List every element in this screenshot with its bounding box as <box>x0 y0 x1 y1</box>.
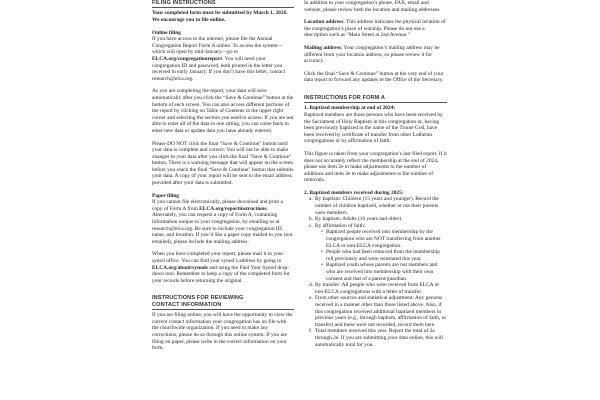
online-filing-paragraph <box>152 36 294 82</box>
synods-link[interactable]: ELCA.org/about/synods <box>152 264 208 271</box>
list-text: By transfer: All people who were received from ELCA or non-ELCA congregations with a letter of transfer. <box>315 282 440 295</box>
bullet-item: • People who had been removed from the membership roll previously and were reinstated this year. <box>321 249 447 262</box>
review-header-line2: CONTACT INFORMATION <box>152 301 222 308</box>
list-item <box>309 328 447 348</box>
congregation-report-link[interactable]: ELCA.org/congregationreport <box>152 55 223 62</box>
paper-filing-title: Paper filing <box>152 192 180 199</box>
autosave-paragraph: As you are completing the report, your data will save automatically after you click the “Save & Continue” button at the bottom of each screen. You can also access different portions of the report by clicking on Table of Contents in the upper right corner and selecting the section you need to access. If you are not able to enter all of the data in one sitting, you can come back to enter new data or update data you have already entered. <box>152 88 294 134</box>
paper-text-b: . Alternately, you can request a copy of Form A, containing information unique to your congregation, by emailing us at research@elca.org. Be sure to include your congregation ID, name, and location. If you’d like a paper copy mailed to you (not emailed), please include the mailing address. <box>152 205 293 245</box>
review-header-line1: INSTRUCTIONS FOR REVIEWING <box>152 295 244 302</box>
mailing-address-paragraph <box>304 45 447 65</box>
review-contact-paragraph: If you are filing online, you will have the opportunity to view the current contact information your congregation has on file with the churchwide organization. If you need to make any corrections, please do so through this online system. If you are filing on paper, please write in the correct information on your form. <box>152 312 293 352</box>
list-item <box>309 216 447 223</box>
list-letter: e. <box>309 295 313 302</box>
click-final-paragraph: Click the final “Save & Continue” button at the very end of your data report to forward any updates to the Office of the Secretary. <box>304 70 444 84</box>
filing-instructions-header: FILING INSTRUCTIONS <box>152 0 294 8</box>
list-text: Total members received this year. Report the total of 2a through 2e. If you are submitting your data online, this will automatically total for you. <box>315 328 443 348</box>
paper-text-a: If you cannot file electronically, please download and print a copy of Form A from <box>152 199 283 212</box>
affirmation-bullets <box>315 229 447 282</box>
report-instructions-link[interactable]: ELCA.org/reportinstructions <box>199 205 267 212</box>
list-letter: b. <box>309 216 314 223</box>
online-text-a: If you have access to the internet, please file the Annual Congregation Report Form A online. To access the system—which will open by mid-January—go to <box>152 36 283 56</box>
item1-title: 1. Baptized membership at end of 2024: <box>304 105 396 112</box>
left-column <box>152 0 294 358</box>
location-address-paragraph <box>304 19 447 39</box>
mail-paragraph <box>152 251 294 284</box>
list-text: By baptism: Adults (16 years and older). <box>315 216 403 223</box>
mail-text-a: When you have completed your report, please mail it to your synod office. You can find your synod’s address by going to <box>152 251 284 264</box>
list-item <box>309 223 447 282</box>
deadline-notice: Your completed form must be submitted by March 1, 2026. We encourage you to file online. <box>152 10 288 23</box>
bullet-item: • Baptized people received into membership by the congregation who are NOT transferring from another ELCA or non-ELCA congregation. <box>321 229 447 249</box>
list-item <box>309 196 447 216</box>
online-filing-title: Online filing <box>152 29 181 36</box>
list-text: By affirmation of faith: <box>315 222 366 229</box>
bullet-item: • Baptized youth whose parents are not members and who are received into membership with their own consent and that of a parent/guardian. <box>321 262 447 282</box>
list-letter: d. <box>309 282 314 289</box>
mailing-address-label: Mailing address <box>304 44 341 51</box>
contact-intro: In addition to your congregation’s phone, FAX, email and website, please review both the location and mailing addresses. <box>304 0 441 13</box>
item2-title: 2. Baptized members received during 2025: <box>304 189 404 196</box>
list-item <box>309 295 447 328</box>
mail-text-b: and using the Find Your Synod drop-down tool. Remember to keep a copy of the completed form for your records before returning the original. <box>152 264 290 284</box>
item1-note: This figure is taken from your congregation’s last filed report. If it does not accurately reflect the membership at the end of 2024, please use item 2e to make adjustments to the number of additions and item 3e to make adjustments to the number of removals. <box>304 150 447 184</box>
list-text: From other sources and statistical adjustment: Any persons received in a manner other than those listed above. Also, if this congregation received additional baptized members in previous years (e.g., through baptism, affirmation of faith, or transfer) and these were not recorded, record them here. <box>315 295 447 328</box>
right-column <box>304 0 447 348</box>
online-text-b: . You will need your congregation ID and password, both printed in the letter you received in early January. If you don’t have this letter, contact research@elca.org. <box>152 55 286 82</box>
form-a-header: INSTRUCTIONS FOR FORM A <box>304 95 447 103</box>
mailing-address-text: : Your congregation’s mailing address may be different from your location address, so please review it for accuracy. <box>304 44 440 65</box>
location-address-text: : This address indicates the physical location of the congregation’s place of worship. Please do not use a description such as “Main Street at 2nd Avenue.” <box>304 19 446 39</box>
list-text: By baptism: Children (15 years and younger). Record the number of children baptized, whether or not their parents were members. <box>315 196 439 216</box>
list-letter: f. <box>309 328 313 335</box>
review-contact-header <box>152 295 294 310</box>
paper-filing-paragraph <box>152 199 294 245</box>
list-letter: a. <box>309 196 313 203</box>
list-item <box>309 282 447 295</box>
submit-warning-paragraph: Please DO NOT click the final “Save & Continue” button until your data is complete and correct. You will not be able to make changes to your data after you click the final “Save & Continue” button. There is a warning message that will appear on the screen before you reach the final “Save & Continue” button that submits your data. A copy of your report will be sent to the email address provided after your data is submitted. <box>152 140 294 187</box>
item1-text: Baptized members are those persons who have been received by the Sacrament of Holy Baptism in this congregation or, having been previously baptized in the name of the Triune God, have been received by certificate of transfer from other Lutheran congregations or by affirmation of faith. <box>304 111 443 145</box>
list-letter: c. <box>309 222 313 229</box>
location-address-label: Location address <box>304 19 344 26</box>
item2-list <box>304 196 447 348</box>
